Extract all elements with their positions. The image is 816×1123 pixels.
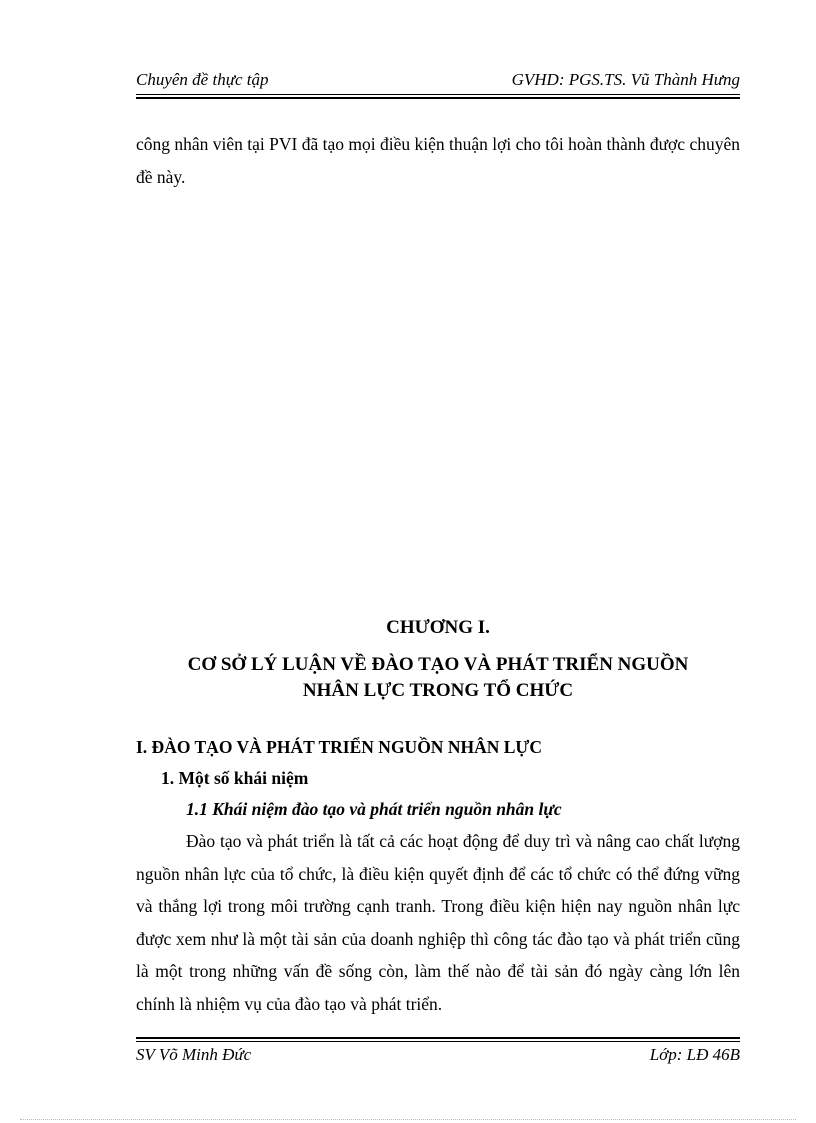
chapter-title-line-1: CƠ SỞ LÝ LUẬN VỀ ĐÀO TẠO VÀ PHÁT TRIỂN NGUỒN (187, 654, 689, 675)
section-heading: I. ĐÀO TẠO VÀ PHÁT TRIỂN NGUỒN NHÂN LỰC (136, 737, 542, 757)
page-footer (136, 1045, 740, 1065)
chapter-title-line-2: NHÂN LỰC TRONG TỔ CHỨC (302, 680, 574, 701)
subsection-heading: 1. Một số khái niệm (161, 768, 309, 788)
subsubsection-heading: 1.1 Khái niệm đào tạo và phát triển nguồn nhân lực (186, 799, 562, 819)
main-paragraph: Đào tạo và phát triển là tất cả các hoạt động để duy trì và nâng cao chất lượng nguồn nhân lực của tổ chức, là điều kiện quyết định để các tổ chức có thể đứng vững và thắng lợi trong môi trường cạnh tranh. Trong điều kiện hiện nay nguồn nhân lực được xem như là một tài sản của doanh nghiệp thì công tác đào tạo và phát triển cũng là một trong những vấn đề sống còn, làm thế nào để tài sản đó ngày càng lớn lên chính là nhiệm vụ của đào tạo và phát triển. (136, 831, 740, 1014)
footer-rule (136, 1041, 740, 1042)
chapter-number: CHƯƠNG I. (386, 617, 490, 638)
intro-paragraph: công nhân viên tại PVI đã tạo mọi điều kiện thuận lợi cho tôi hoàn thành được chuyên đề này. (136, 134, 740, 187)
footer-rule-thick (136, 1037, 740, 1039)
footer-right-text: Lớp: LĐ 46B (649, 1045, 740, 1064)
header-rule-thick (136, 97, 740, 99)
chapter-title (136, 652, 740, 704)
header-rule (136, 94, 740, 95)
footer-left-text: SV Võ Minh Đức (136, 1045, 252, 1064)
page-header (136, 70, 740, 90)
header-right-text: GVHD: PGS.TS. Vũ Thành Hưng (511, 70, 740, 89)
page-bottom-dotted-line (20, 1119, 796, 1120)
header-left-text: Chuyên đề thực tập (136, 70, 269, 89)
